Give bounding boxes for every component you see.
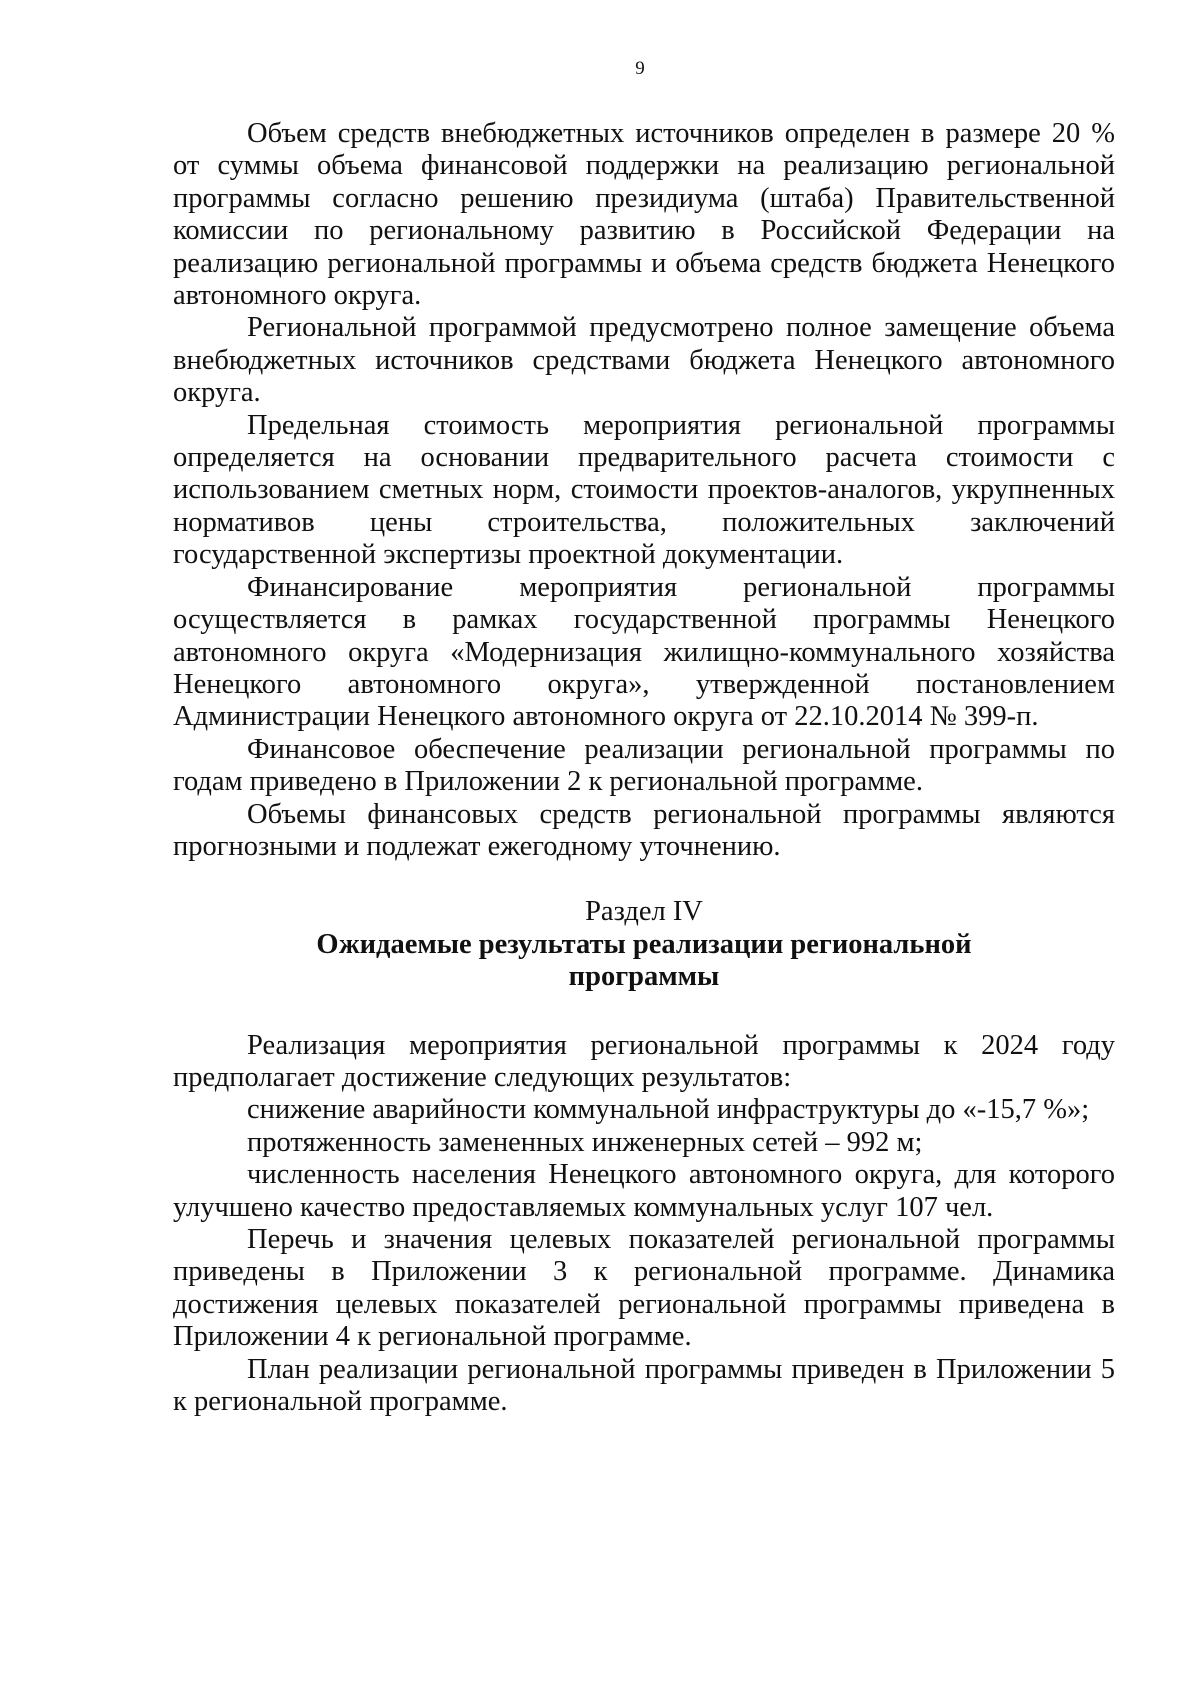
section-title: Ожидаемые результаты реализации региональной программы	[316, 928, 972, 993]
paragraph-extrabudgetary-volume: Объем средств внебюджетных источников определен в размере 20 % от суммы объема финансовой поддержки на реализацию региональной программы согласно решению президиума (штаба) Правительственной комиссии по региональному развитию в Российской Федерации на реализацию региональной программы и объема средств бюджета Ненецкого автономного округа.	[173, 118, 1115, 312]
paragraph-indicators: Перечь и значения целевых показателей региональной программы приведены в Приложении 3 к региональной программе. Динамика достижения целевых показателей региональной программы приведена в Приложении 4 к региональной программе.	[173, 1224, 1115, 1353]
paragraph-results-intro: Реализация мероприятия региональной программы к 2024 году предполагает достижение следующих результатов:	[173, 1029, 1115, 1093]
result-item-population: численность населения Ненецкого автономного округа, для которого улучшено качество предоставляемых коммунальных услуг 107 чел.	[173, 1159, 1115, 1223]
paragraph-replacement: Региональной программой предусмотрено полное замещение объема внебюджетных источников средствами бюджета Ненецкого автономного округа.	[173, 312, 1115, 409]
result-item-accident-rate: снижение аварийности коммунальной инфраструктуры до «-15,7 %»;	[247, 1094, 1090, 1126]
section-heading	[173, 896, 1115, 993]
result-item-network-length: протяженность замененных инженерных сетей – 992 м;	[247, 1126, 923, 1158]
paragraph-financial-support: Финансовое обеспечение реализации региональной программы по годам приведено в Приложении 2 к региональной программе.	[173, 733, 1115, 798]
paragraph-forecast-volumes: Объемы финансовых средств региональной программы являются прогнозными и подлежат ежегодному уточнению.	[173, 798, 1115, 862]
section-label: Раздел IV	[585, 896, 703, 928]
document-body	[173, 118, 1115, 1418]
page-number: 9	[635, 58, 645, 79]
paragraph-max-cost: Предельная стоимость мероприятия региональной программы определяется на основании предварительного расчета стоимости с использованием сметных норм, стоимости проектов-аналогов, укрупненных нормативов цены строительства, положительных заключений государственной экспертизы проектной документации.	[173, 409, 1115, 571]
paragraph-financing: Финансирование мероприятия региональной программы осуществляется в рамках государственной программы Ненецкого автономного округа «Модернизация жилищно-коммунального хозяйства Ненецкого автономного округа», утвержденной постановлением Администрации Ненецкого автономного округа от 22.10.2014 № 399-п.	[173, 571, 1115, 733]
paragraph-implementation-plan: План реализации региональной программы приведен в Приложении 5 к региональной программе.	[173, 1353, 1115, 1418]
